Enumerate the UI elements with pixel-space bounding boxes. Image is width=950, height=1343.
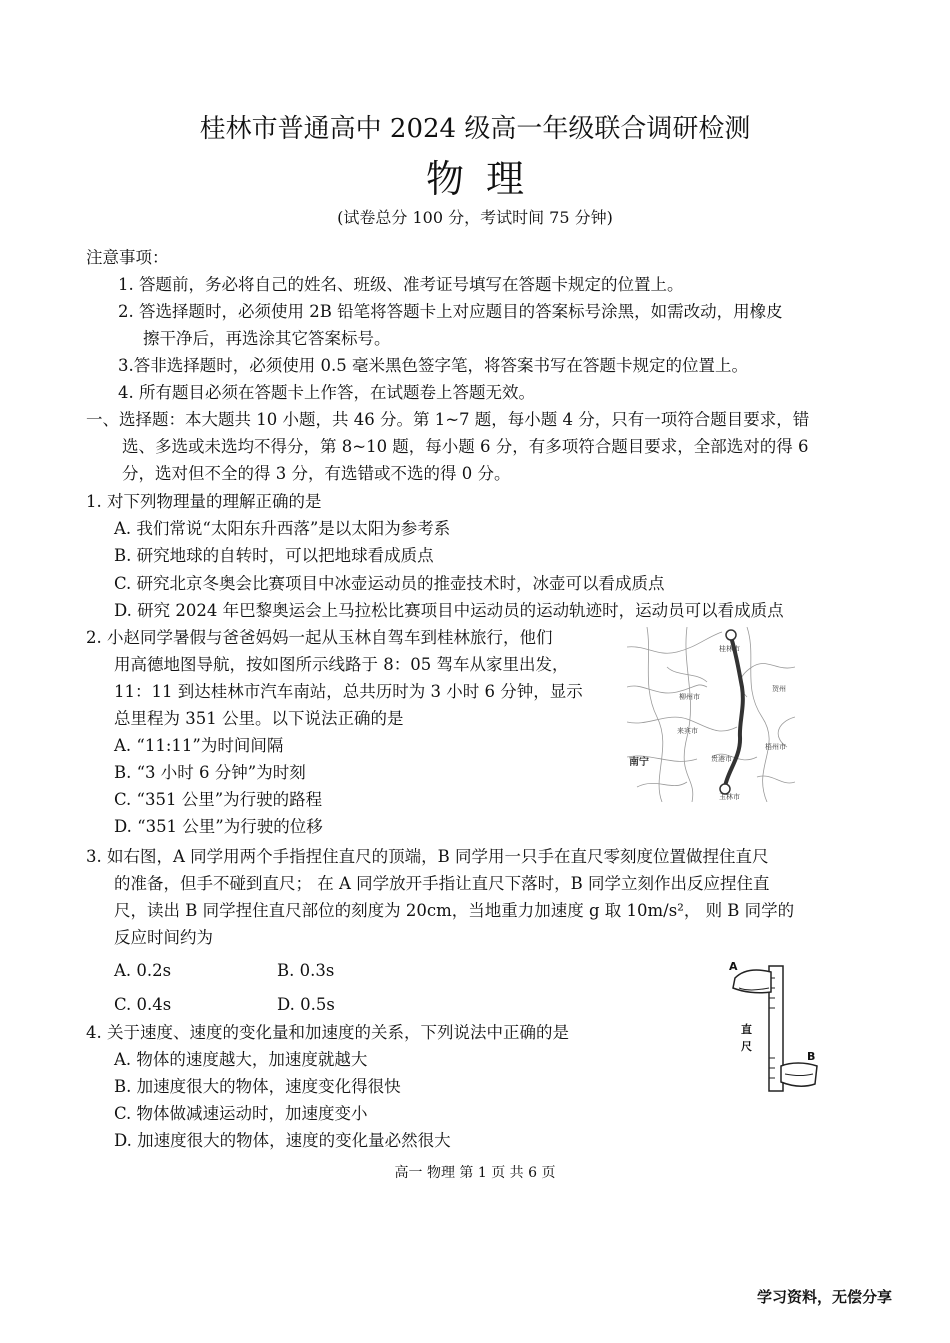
option: B. “3 小时 6 分钟”为时刻	[114, 763, 306, 782]
section-intro: 分，选对但不全的得 3 分，有选错或不选的得 0 分。	[122, 464, 511, 483]
question-stem: 尺，读出 B 同学捏住直尺部位的刻度为 20cm，当地重力加速度 g 取 10m/s²， 则 B 同学的	[114, 901, 795, 920]
notice-item: 1. 答题前，务必将自己的姓名、班级、准考证号填写在答题卡规定的位置上。	[118, 275, 684, 294]
notice-item: 4. 所有题目必须在答题卡上作答，在试题卷上答题无效。	[118, 383, 535, 402]
option: A. “11:11”为时间间隔	[114, 736, 284, 755]
notice-item: 擦干净后，再选涂其它答案标号。	[143, 329, 391, 348]
question-stem: 4. 关于速度、速度的变化量和加速度的关系，下列说法中正确的是	[86, 1023, 569, 1042]
option: A. 我们常说“太阳东升西落”是以太阳为参考系	[114, 519, 451, 538]
figure-label-b: B	[807, 1050, 816, 1063]
option: C. 研究北京冬奥会比赛项目中冰壶运动员的推壶技术时，冰壶可以看成质点	[114, 574, 665, 593]
subject-title: 物理	[425, 157, 546, 201]
option: C. 物体做减速运动时，加速度变小	[114, 1104, 368, 1123]
exam-title: 桂林市普通高中 2024 级高一年级联合调研检测	[199, 114, 751, 144]
notice-item: 2. 答选择题时，必须使用 2B 铅笔将答题卡上对应题目的答案标号涂黑，如需改动，用橡皮	[118, 302, 783, 321]
question-stem: 1. 对下列物理量的理解正确的是	[86, 492, 322, 511]
map-label: 贵港市	[711, 755, 732, 763]
map-label: 桂林市	[719, 645, 740, 653]
map-label: 玉林市	[719, 793, 740, 801]
notice-heading: 注意事项：	[86, 248, 169, 267]
share-note: 学习资料，无偿分享	[756, 1288, 892, 1306]
option: D. 0.5s	[277, 995, 335, 1014]
option: B. 研究地球的自转时，可以把地球看成质点	[114, 546, 434, 565]
option: A. 物体的速度越大，加速度就越大	[114, 1050, 368, 1069]
map-label: 柳州市	[679, 693, 700, 701]
option: C. 0.4s	[114, 995, 172, 1014]
option: D. 研究 2024 年巴黎奥运会上马拉松比赛项目中运动员的运动轨迹时，运动员可以看成质点	[114, 601, 784, 620]
ruler-label: 直	[741, 1023, 752, 1036]
ruler-label: 尺	[741, 1040, 752, 1053]
section-intro: 选、多选或未选均不得分，第 8~10 题，每小题 6 分，有多项符合题目要求，全部选对的得 6	[122, 437, 809, 456]
map-label: 南宁	[629, 757, 649, 768]
option: D. “351 公里”为行驶的位移	[114, 817, 323, 836]
option: B. 0.3s	[277, 961, 335, 980]
ruler-figure	[725, 958, 825, 1098]
section-intro: 一、选择题：本大题共 10 小题，共 46 分。第 1~7 题，每小题 4 分，只有一项符合题目要求，错	[86, 410, 810, 429]
page-footer: 高一 物理 第 1 页 共 6 页	[394, 1165, 556, 1181]
route-map-figure	[627, 627, 795, 802]
map-label: 贺州	[772, 685, 786, 693]
option: A. 0.2s	[114, 961, 172, 980]
question-stem: 用高德地图导航，按如图所示线路于 8：05 驾车从家里出发，	[114, 655, 569, 674]
map-label: 来宾市	[677, 727, 698, 735]
option: B. 加速度很大的物体，速度变化得很快	[114, 1077, 401, 1096]
question-stem: 3. 如右图，A 同学用两个手指捏住直尺的顶端，B 同学用一只手在直尺零刻度位置做捏住直尺	[86, 847, 769, 866]
question-stem: 总里程为 351 公里。以下说法正确的是	[114, 709, 404, 728]
option: C. “351 公里”为行驶的路程	[114, 790, 323, 809]
notice-item: 3.答非选择题时，必须使用 0.5 毫米黑色签字笔，将答案书写在答题卡规定的位置上。	[118, 356, 748, 375]
option: D. 加速度很大的物体，速度的变化量必然很大	[114, 1131, 451, 1150]
figure-label-a: A	[729, 960, 738, 973]
question-stem: 2. 小赵同学暑假与爸爸妈妈一起从玉林自驾车到桂林旅行，他们	[86, 628, 553, 647]
question-stem: 反应时间约为	[114, 928, 213, 947]
exam-note: (试卷总分 100 分，考试时间 75 分钟)	[337, 208, 613, 227]
map-label: 梧州市	[765, 743, 786, 751]
question-stem: 的准备，但手不碰到直尺； 在 A 同学放开手指让直尺下落时，B 同学立刻作出反应捏住直	[114, 874, 770, 893]
question-stem: 11：11 到达桂林市汽车南站，总共历时为 3 小时 6 分钟，显示	[114, 682, 583, 701]
